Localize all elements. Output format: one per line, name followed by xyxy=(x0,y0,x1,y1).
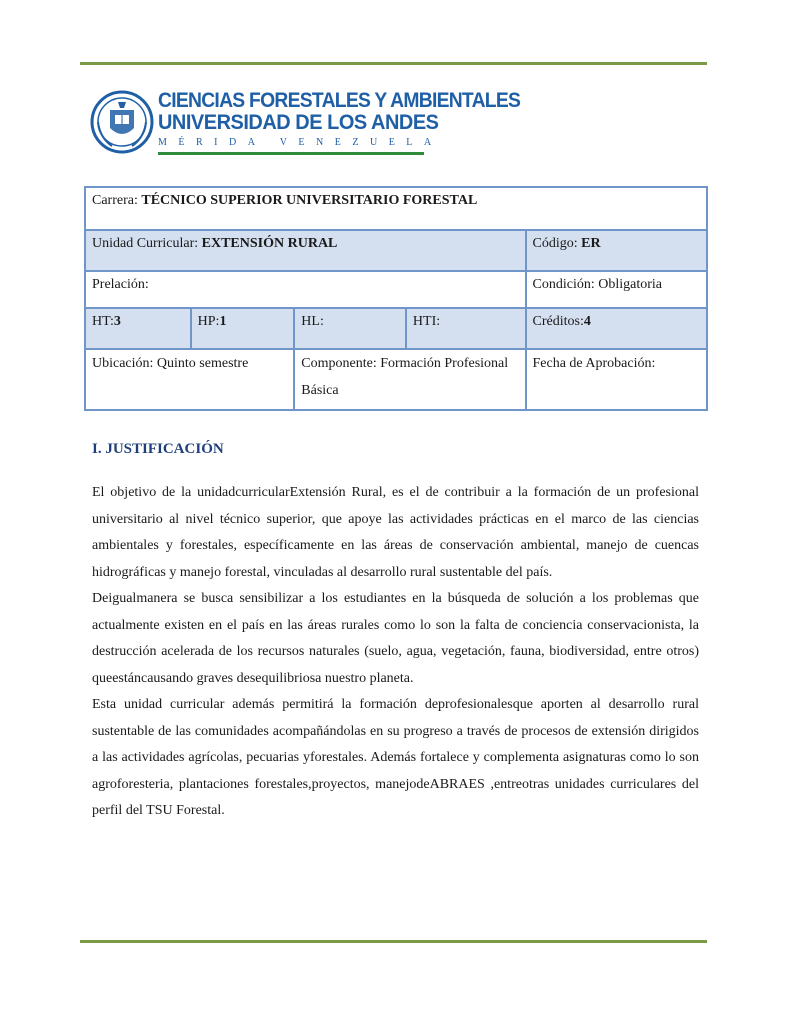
ubicacion-cell: Ubicación: Quinto semestre xyxy=(85,349,294,410)
table-row-carrera xyxy=(85,187,707,230)
carrera-value: TÉCNICO SUPERIOR UNIVERSITARIO FORESTAL xyxy=(141,193,478,208)
logo-line-2: UNIVERSIDAD DE LOS ANDES xyxy=(158,111,439,134)
logo-line-3: MÉRIDA VENEZUELA xyxy=(158,137,443,148)
logo-underline xyxy=(158,152,424,155)
hp-cell xyxy=(191,308,295,349)
creditos-label: Créditos: xyxy=(532,314,584,329)
creditos-cell xyxy=(526,308,708,349)
fecha-cell: Fecha de Aprobación: xyxy=(526,349,708,410)
faculty-logo xyxy=(90,88,521,160)
condicion-cell: Condición: Obligatoria xyxy=(526,271,708,308)
componente-cell: Componente: Formación Profesional Básica xyxy=(294,349,525,410)
table-row-prelacion xyxy=(85,271,707,308)
top-divider xyxy=(80,62,707,65)
ht-label: HT: xyxy=(92,314,114,329)
paragraph-3: Esta unidad curricular además permitirá la formación deprofesionalesque aporten al desarrollo rural sustentable de las comunidades acompañándolas en su progreso a través de procesos de extensión dirigidos a las actividades agrícolas, pecuarias yforestales. Además fortalece y complementa asignaturas como lo son agroforesteria, plantaciones forestales,proyectos, manejodeABRAES ,entreotras unidades curriculares del perfil del TSU Forestal. xyxy=(92,697,699,818)
section-heading: I. JUSTIFICACIÓN xyxy=(92,441,224,457)
codigo-value: ER xyxy=(581,236,601,251)
unidad-label: Unidad Curricular: xyxy=(92,236,202,251)
codigo-label: Código: xyxy=(532,236,582,251)
hp-label: HP: xyxy=(197,314,220,329)
unidad-cell xyxy=(85,230,526,271)
carrera-cell xyxy=(85,187,707,230)
course-info-table xyxy=(84,186,708,411)
carrera-label: Carrera: xyxy=(92,193,142,208)
bottom-divider xyxy=(80,940,707,943)
hti-cell: HTI: xyxy=(406,308,526,349)
hp-value: 1 xyxy=(219,314,227,329)
ht-value: 3 xyxy=(113,314,121,329)
table-row-hours xyxy=(85,308,707,349)
logo-line-1: CIENCIAS FORESTALES Y AMBIENTALES xyxy=(158,89,521,112)
unidad-value: EXTENSIÓN RURAL xyxy=(201,236,338,251)
creditos-value: 4 xyxy=(583,314,591,329)
codigo-cell xyxy=(526,230,708,271)
university-seal-icon xyxy=(90,88,154,156)
paragraph-2: Deigualmanera se busca sensibilizar a los estudiantes en la búsqueda de solución a los problemas que actualmente existen en el país en las áreas rurales como lo son la falta de conciencia conservacionista, la destrucción acelerada de los recursos naturales (suelo, agua, vegetación, fauna, biodiversidad, entre otros) queestáncausando graves desequilibriosa nuestro planeta. xyxy=(92,591,699,686)
table-row-ubicacion xyxy=(85,349,707,410)
prelacion-cell: Prelación: xyxy=(85,271,526,308)
paragraph-1: El objetivo de la unidadcurricularExtensión Rural, es el de contribuir a la formación de un profesional universitario al nivel técnico superior, que apoye las actividades prácticas en el marco de las ciencias ambientales y forestales, específicamente en las áreas de conservación ambiental, manejo de cuencas hidrográficas y manejo forestal, vinculadas al desarrollo rural sustentable del país. xyxy=(92,485,699,580)
table-row-unidad xyxy=(85,230,707,271)
justification-body xyxy=(92,480,699,825)
ht-cell xyxy=(85,308,191,349)
hl-cell: HL: xyxy=(294,308,406,349)
